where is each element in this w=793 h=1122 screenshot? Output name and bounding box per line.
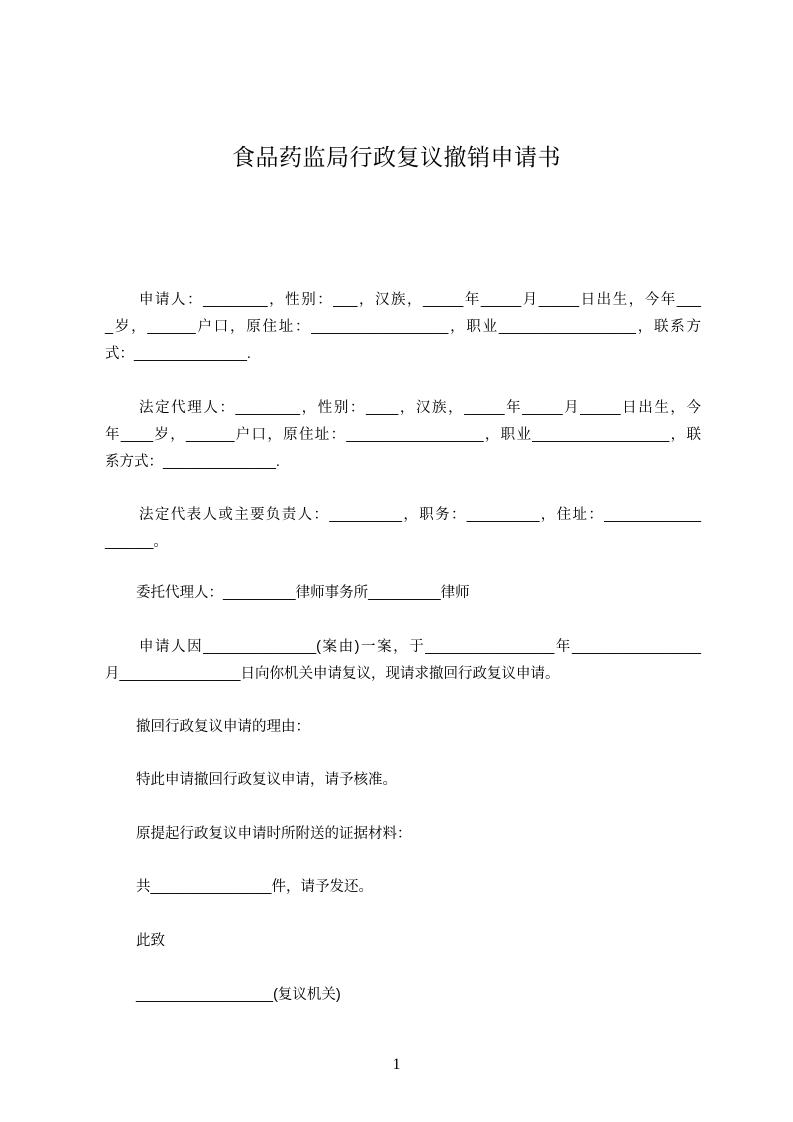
reason-heading-paragraph (105, 714, 701, 741)
recipient-paragraph (105, 982, 701, 1009)
salutation: 此致 (136, 933, 165, 949)
reason-heading: 撤回行政复议申请的理由： (136, 719, 310, 735)
legal-representative-line-1: 法定代表人或主要负责人：_________，职务：_________，住址：____________ (139, 507, 701, 523)
applicant-line-2: _岁，______户口，原住址：_________________，职业_________________，联系方 (105, 318, 701, 335)
evidence-heading: 原提起行政复议申请时所附送的证据材料： (136, 826, 412, 842)
evidence-count: 共_______________件，请予发还。 (136, 879, 373, 895)
legal-agent-line-3: 系方式：______________. (105, 453, 280, 470)
applicant-line-1: 申请人：________，性别：___，汉族，_____年_____月_____日出生，今年___ (139, 292, 701, 308)
entrusted-agent-line: 委托代理人：_________律师事务所_________律师 (136, 585, 470, 601)
request-line-1: 申请人因______________(案由)一案，于________________年________________ (139, 639, 701, 655)
evidence-count-paragraph (105, 874, 701, 901)
document-title: 食品药监局行政复议撤销申请书 (232, 144, 561, 170)
salutation-paragraph (105, 928, 701, 955)
evidence-heading-paragraph (105, 821, 701, 848)
approval-text: 特此申请撤回行政复议申请，请予核准。 (136, 772, 397, 788)
legal-representative-line-2: ______。 (105, 533, 168, 550)
request-paragraph (105, 634, 701, 688)
legal-representative-paragraph (105, 502, 701, 556)
approval-paragraph (105, 767, 701, 794)
recipient: _________________(复议机关) (136, 987, 341, 1003)
entrusted-agent-paragraph (105, 580, 701, 607)
legal-agent-line-1: 法定代理人：________，性别：____，汉族，_____年_____月_____日出生，今 (139, 400, 701, 416)
legal-agent-paragraph (105, 395, 701, 475)
legal-agent-line-2: 年____岁，______户口，原住址：_________________，职业_________________，联 (105, 426, 701, 443)
page-number: 1 (392, 1056, 401, 1073)
applicant-line-3: 式：______________. (105, 345, 251, 362)
applicant-paragraph (105, 287, 701, 367)
request-line-2: 月_______________日向你机关申请复议，现请求撤回行政复议申请。 (105, 665, 560, 682)
